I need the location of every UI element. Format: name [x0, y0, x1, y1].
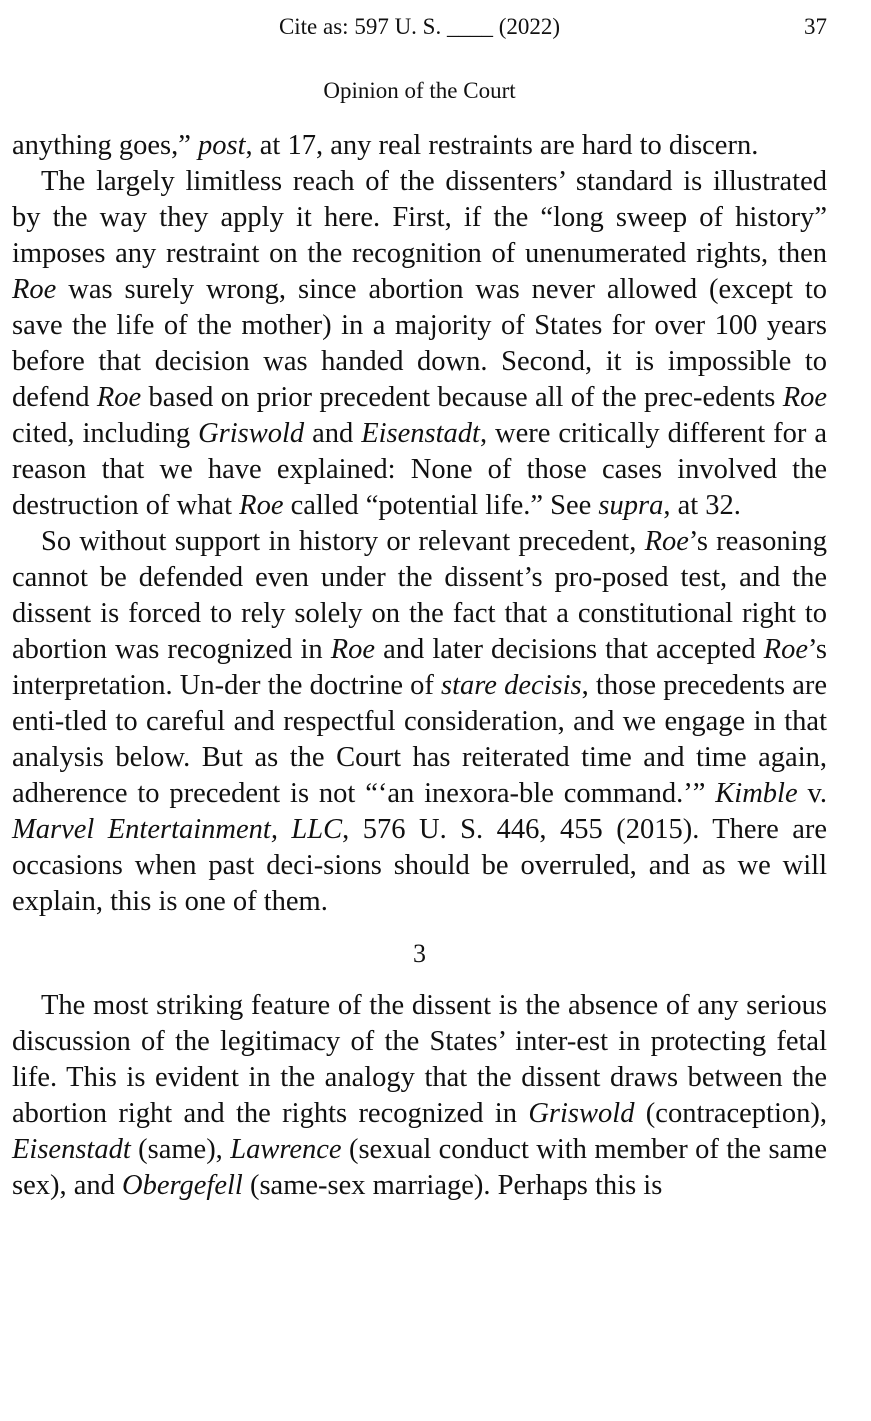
paragraph-text: and	[304, 418, 362, 449]
paragraph-text: (same-sex marriage). Perhaps this is	[242, 1170, 663, 1201]
paragraph-text: cited, including	[12, 418, 199, 449]
paragraph-text: was surely wrong, since abortion was never allowed (except to save the life of the mother) in a majority of States for over 100 years before that decision was handed down. Second, it is impossible to defend	[12, 274, 827, 413]
italic-text: Eisenstadt	[12, 1134, 131, 1165]
paragraph-text: , at 17, any real restraints are hard to discern.	[245, 130, 759, 161]
italic-text: Lawrence	[230, 1134, 342, 1165]
paragraph-text: , at 32.	[663, 490, 741, 521]
opinion-paragraph	[12, 524, 827, 920]
italic-text: Roe	[644, 526, 689, 557]
italic-text: Marvel Entertainment, LLC	[12, 814, 343, 845]
italic-text: post	[198, 130, 246, 161]
paragraph-text: , those precedents are enti-tled to careful and respectful consideration, and we engage in that analysis below. But as the Court has reiterated time and time again, adherence to precedent is not “‘an inexora-ble command.’”	[12, 670, 827, 809]
italic-text: Roe	[763, 634, 808, 665]
paragraph-text: based on prior precedent because all of the prec-edents	[141, 382, 783, 413]
paragraph-text: and later decisions that accepted	[375, 634, 764, 665]
running-header	[12, 12, 827, 42]
italic-text: Obergefell	[122, 1170, 243, 1201]
italic-text: Griswold	[528, 1098, 635, 1129]
paragraph-text: The largely limitless reach of the dissenters’ standard is illustrated by the way they apply it here. First, if the “long sweep of history” imposes any restraint on the recognition of unenumerated rights, then	[12, 166, 827, 269]
paragraph-text: called “potential life.” See	[283, 490, 599, 521]
paragraph-text: v.	[797, 778, 827, 809]
paragraph-text: (same),	[130, 1134, 231, 1165]
italic-text: stare decisis	[441, 670, 582, 701]
paragraph-text: The most striking feature of the dissent is the absence of any serious discussion of the legitimacy of the States’ inter-est in protecting fetal life. This is evident in the analogy that the dissent draws between the abortion right and the rights recognized in	[12, 990, 827, 1129]
paragraph-text: (sexual conduct with member of the same sex), and	[12, 1134, 827, 1201]
italic-text: Roe	[239, 490, 284, 521]
italic-text: Roe	[96, 382, 142, 413]
section-heading: 3	[413, 939, 426, 968]
paragraph-text: , 576 U. S. 446, 455 (2015). There are occasions when past deci-sions should be overruled, and as we will explain, this is one of them.	[12, 814, 827, 917]
opinion-paragraph	[12, 164, 827, 524]
italic-text: Roe	[12, 274, 57, 305]
paragraph-text: ’s reasoning cannot be defended even under the dissent’s pro-posed test, and the dissent is forced to rely solely on the fact that a constitutional right to abortion was recognized in	[12, 526, 827, 665]
opinion-paragraph	[12, 988, 827, 1204]
italic-text: Roe	[330, 634, 376, 665]
opinion-label: Opinion of the Court	[323, 78, 516, 103]
opinion-body	[12, 128, 827, 1204]
paragraph-text: anything goes,”	[12, 130, 199, 161]
citation-header: Cite as: 597 U. S. ____ (2022)	[278, 14, 561, 39]
paragraph-text: ’s interpretation. Un-der the doctrine of	[12, 634, 827, 701]
italic-text: Eisenstadt	[361, 418, 480, 449]
italic-text: supra	[598, 490, 664, 521]
italic-text: Kimble	[715, 778, 798, 809]
italic-text: Roe	[782, 382, 828, 413]
paragraph-text: (contraception),	[634, 1098, 828, 1129]
paragraph-text: So without support in history or relevant precedent,	[41, 526, 645, 557]
opinion-paragraph	[12, 128, 827, 164]
paragraph-text: , were critically different for a reason that we have explained: None of those cases involved the destruction of what	[12, 418, 827, 521]
italic-text: Griswold	[198, 418, 305, 449]
page-number: 37	[804, 14, 827, 39]
